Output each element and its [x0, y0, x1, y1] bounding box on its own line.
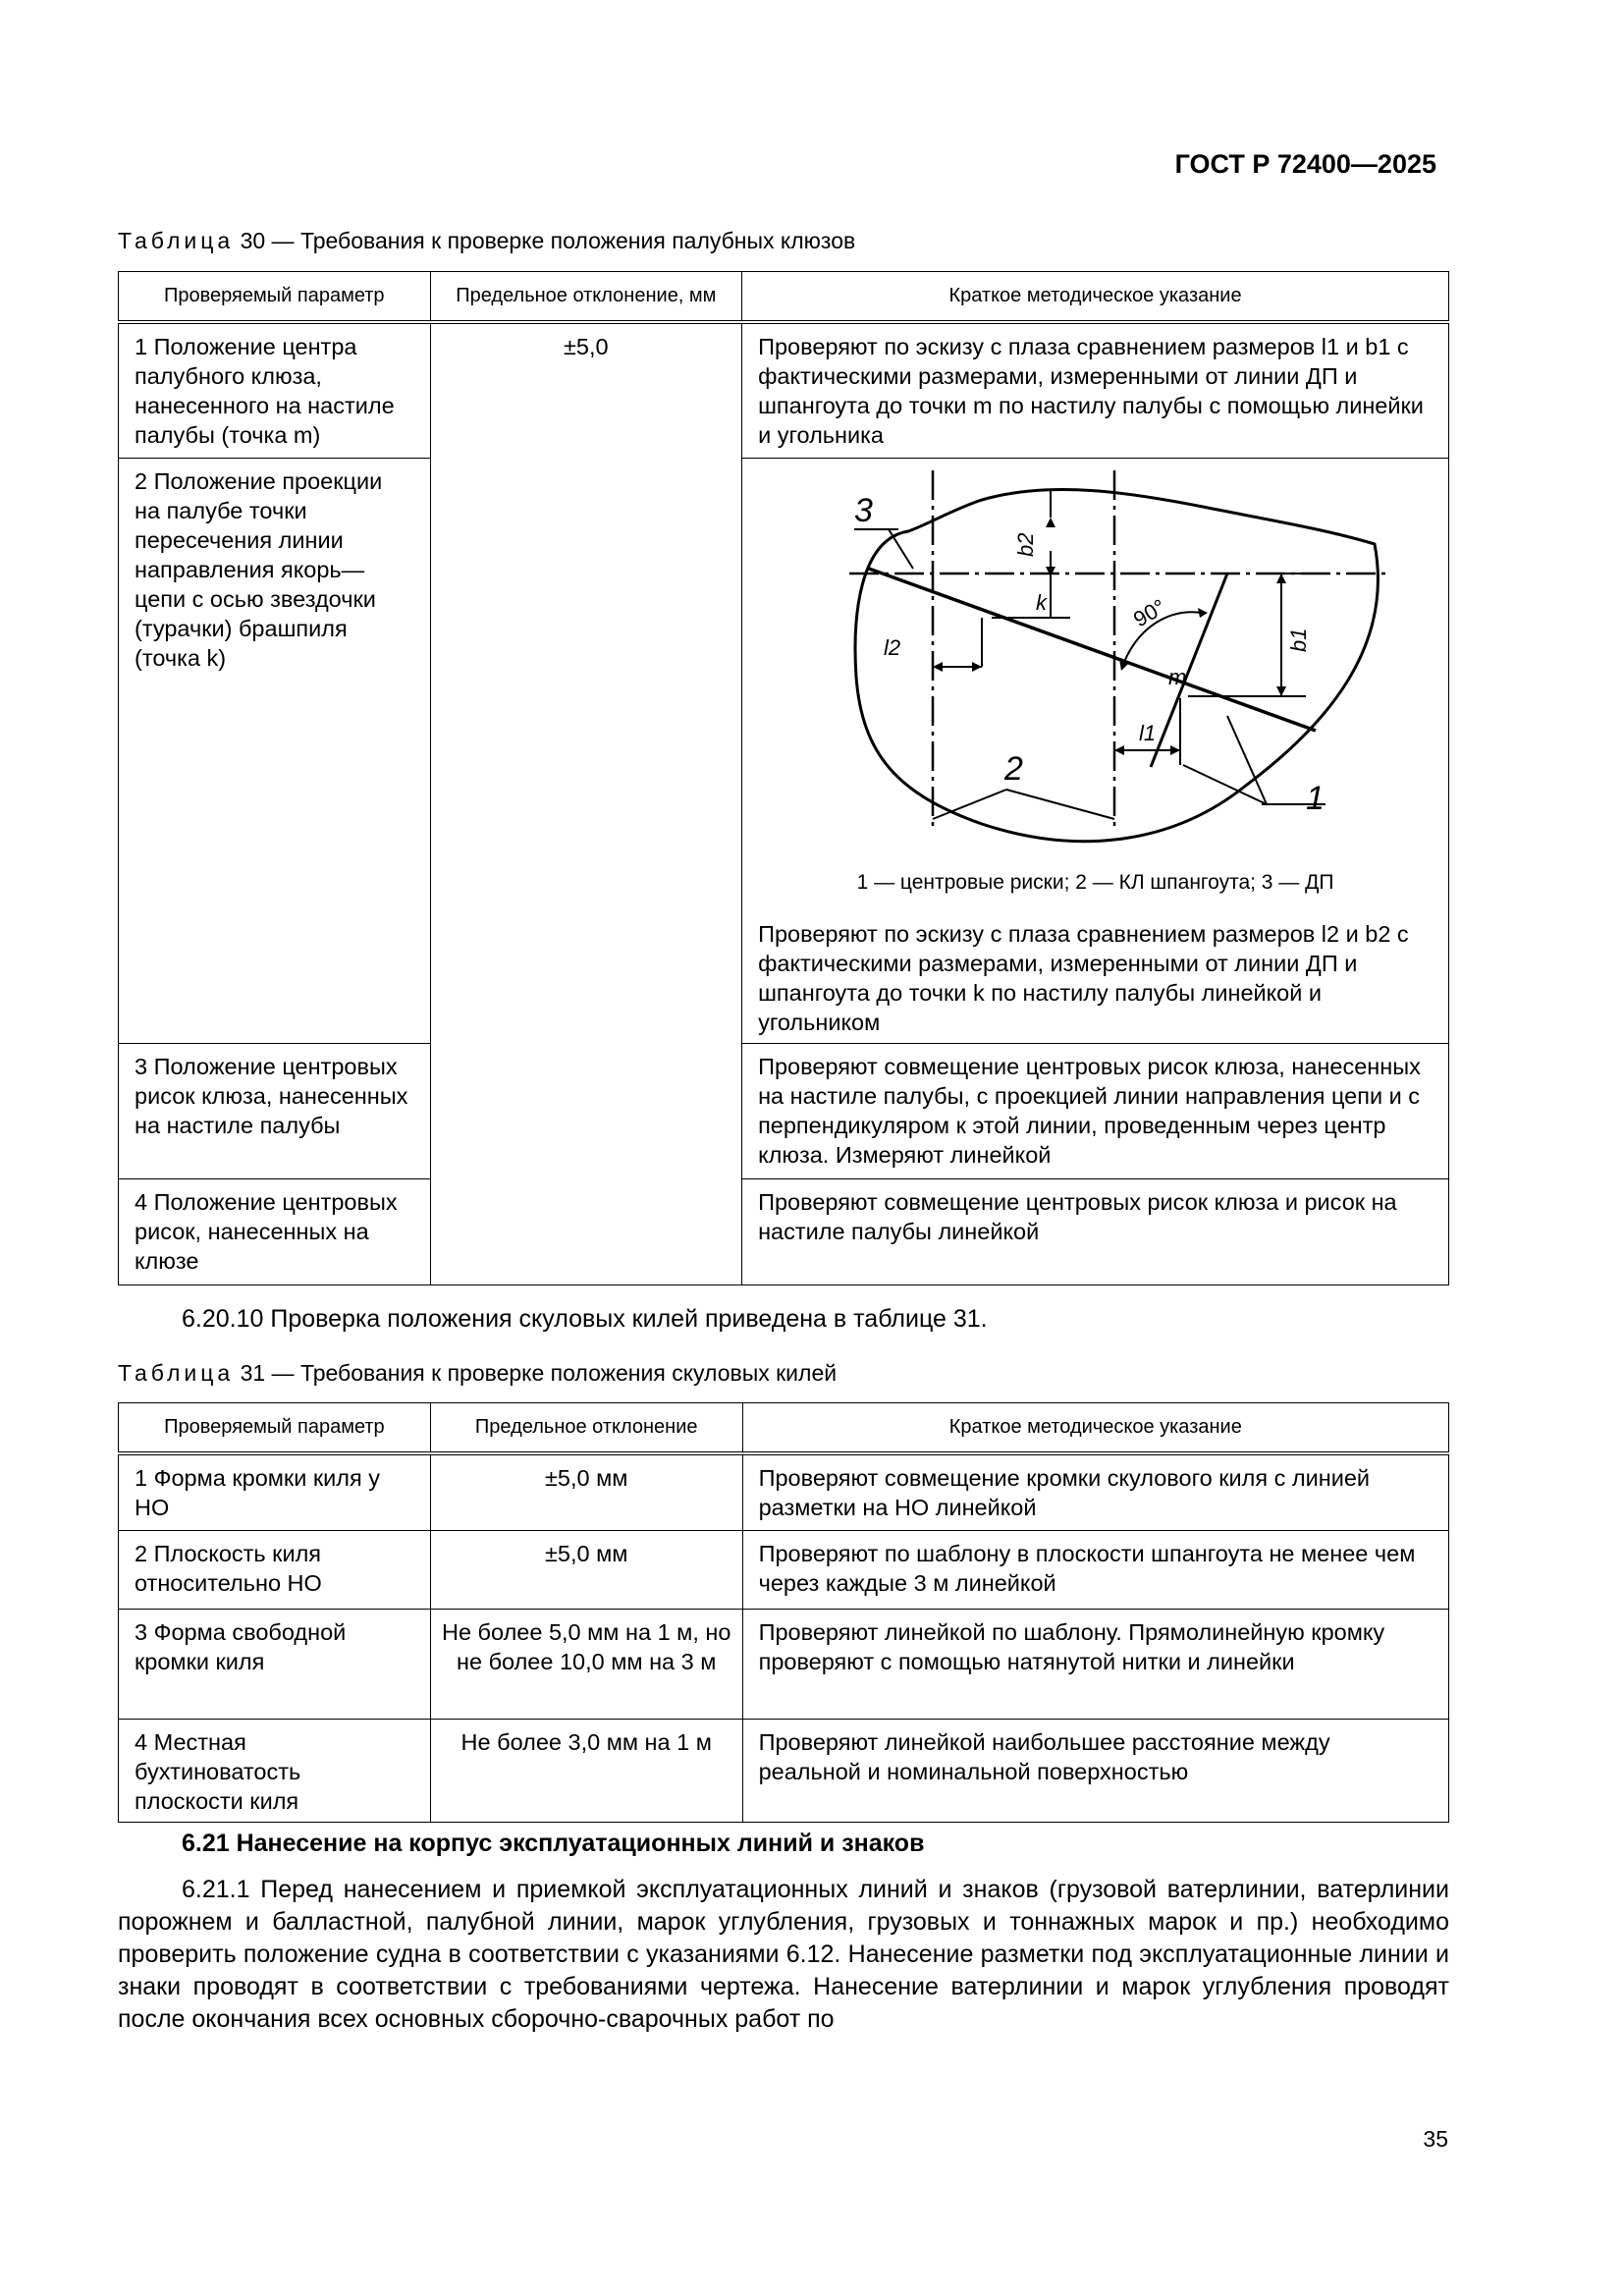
table31-param: 4 Местная бухтиноватость плоскости киля: [119, 1719, 431, 1822]
label-3: 3: [854, 491, 873, 529]
page-number: 35: [1423, 2126, 1448, 2152]
table31-method: Проверяют линейкой по шаблону. Прямолинейную кромку проверяют с помощью натянутой нитки и линейки: [742, 1609, 1448, 1719]
table30-row2-method-cell: [742, 458, 1449, 1043]
table31-param: 1 Форма кромки киля у НО: [119, 1453, 431, 1530]
table30-tolerance: ±5,0: [430, 322, 741, 1285]
table30-row4-param: 4 Положение центровых рисок, нанесенных на клюзе: [119, 1178, 431, 1285]
table-30: [118, 271, 1449, 1285]
table30-header-method: Краткое методическое указание: [742, 272, 1449, 323]
table-row: [119, 1453, 1449, 1530]
table31-tolerance: Не более 3,0 мм на 1 м: [430, 1719, 742, 1822]
table30-row4-method: Проверяют совмещение центровых рисок клюза и рисок на настиле палубы линейкой: [742, 1178, 1449, 1285]
label-l2: l2: [884, 634, 901, 660]
label-1: 1: [1306, 779, 1325, 817]
paragraph-6-21-1: [118, 1874, 1449, 2036]
figure-legend: 1 — центровые риски; 2 — КЛ шпангоута; 3 — ДП: [856, 870, 1334, 894]
table31-header-param: Проверяемый параметр: [119, 1403, 431, 1454]
label-b2: b2: [1013, 532, 1039, 557]
hawse-sketch-svg: [815, 470, 1404, 858]
table31-caption: [118, 1360, 837, 1387]
table30-caption-text: 30 — Требования к проверке положения палубных клюзов: [234, 228, 856, 253]
table30-header-tolerance: Предельное отклонение, мм: [430, 272, 741, 323]
table31-tolerance: ±5,0 мм: [430, 1453, 742, 1530]
table30-caption: [118, 228, 855, 254]
table31-param: 2 Плоскость киля относительно НО: [119, 1530, 431, 1609]
document-id: ГОСТ Р 72400—2025: [1174, 149, 1436, 179]
table31-tolerance: ±5,0 мм: [430, 1530, 742, 1609]
label-m: m: [1168, 664, 1187, 689]
intro-31: [118, 1303, 1449, 1336]
table31-header-tolerance: Предельное отклонение: [430, 1403, 742, 1454]
table-row: [119, 1719, 1449, 1822]
label-angle: 90°: [1129, 593, 1170, 631]
table30-row3-param: 3 Положение центровых рисок клюза, нанесенных на настиле палубы: [119, 1043, 431, 1178]
table-row: [119, 1609, 1449, 1719]
table30-row1-param: 1 Положение центра палубного клюза, нанесенного на настиле палубы (точка m): [119, 322, 431, 458]
table-row: [119, 1530, 1449, 1609]
section-title: 6.21 Нанесение на корпус эксплуатационных линий и знаков: [182, 1830, 925, 1857]
label-b1: b1: [1286, 628, 1312, 652]
table31-tolerance: Не более 5,0 мм на 1 м, но не более 10,0 мм на 3 м: [430, 1609, 742, 1719]
label-l1: l1: [1139, 720, 1157, 745]
table31-method: Проверяют линейкой наибольшее расстояние между реальной и номинальной поверхностью: [742, 1719, 1448, 1822]
table30-header-param: Проверяемый параметр: [119, 272, 431, 323]
table31-caption-text: 31 — Требования к проверке положения скуловых килей: [234, 1360, 838, 1386]
table30-row3-method: Проверяют совмещение центровых рисок клюза, нанесенных на настиле палубы, с проекцией линии направления цепи и с перпендикуляром к этой линии, проведенным через центр клюза. Измеряют линейкой: [742, 1043, 1449, 1178]
table30-row1-method: Проверяют по эскизу с плаза сравнением размеров l1 и b1 с фактическими размерами, измеренными от линии ДП и шпангоута до точки m по настилу палубы с помощью линейки и угольника: [742, 322, 1449, 458]
table31-header-method: Краткое методическое указание: [742, 1403, 1448, 1454]
table30-row2-method: Проверяют по эскизу с плаза сравнением размеров l2 и b2 с фактическими размерами, измеренными от линии ДП и шпангоута до точки k по настилу палубы линейкой и угольником: [758, 920, 1409, 1035]
anchor-hawse-sketch: [815, 470, 1404, 858]
table31-caption-prefix: Таблица: [118, 1360, 235, 1386]
table31-param: 3 Форма свободной кромки киля: [119, 1609, 431, 1719]
table31-method: Проверяют совмещение кромки скулового киля с линией разметки на НО линейкой: [742, 1453, 1448, 1530]
intro-31-text: 6.20.10 Проверка положения скуловых килей приведена в таблице 31.: [182, 1305, 988, 1333]
table-31: [118, 1402, 1449, 1823]
label-k: k: [1036, 589, 1048, 615]
table30-caption-prefix: Таблица: [118, 228, 235, 253]
label-2: 2: [1004, 749, 1023, 788]
table31-method: Проверяют по шаблону в плоскости шпангоута не менее чем через каждые 3 м линейкой: [742, 1530, 1448, 1609]
table30-row2-param: 2 Положение проекции на палубе точки пересечения линии направления якорь—цепи с осью звездочки (турачки) брашпиля (точка k): [119, 458, 431, 1043]
paragraph-text: 6.21.1 Перед нанесением и приемкой эксплуатационных линий и знаков (грузовой ватерлинии, ватерлинии порожнем и балластной, палубной линии, марок углубления, грузовых и тоннажных марок и пр.) необходимо проверить положение судна в соответствии с указаниями 6.12. Нанесение разметки под эксплуатационные линии и знаки проводят в соответствии с требованиями чертежа. Нанесение ватерлинии и марок углубления проводят после окончания всех основных сборочно-сварочных работ по: [118, 1876, 1449, 2033]
